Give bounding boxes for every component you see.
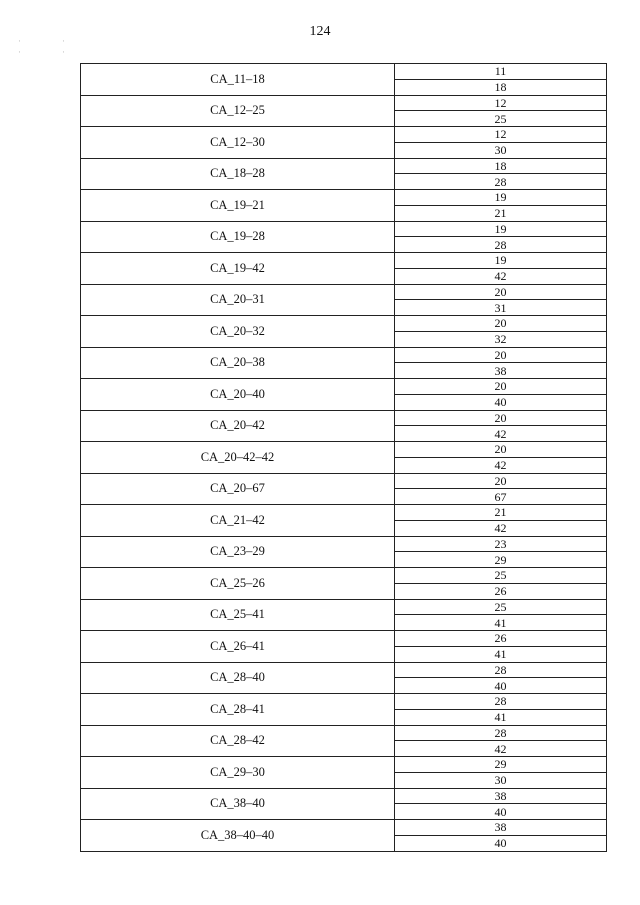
band-number: 20 bbox=[494, 442, 507, 457]
table-row bbox=[80, 473, 607, 505]
table-row bbox=[80, 693, 607, 725]
band-list bbox=[395, 253, 607, 284]
combination-name: CA_38–40 bbox=[80, 789, 395, 820]
band-number: 20 bbox=[494, 379, 507, 394]
combination-name: CA_20–40 bbox=[80, 379, 395, 410]
combination-name: CA_20–38 bbox=[80, 348, 395, 379]
band-number: 18 bbox=[494, 158, 507, 173]
combination-name: CA_12–25 bbox=[80, 96, 395, 127]
band-number: 11 bbox=[494, 64, 507, 79]
combination-name: CA_19–21 bbox=[80, 190, 395, 221]
band-number: 41 bbox=[395, 709, 606, 725]
table-row bbox=[80, 662, 607, 694]
band-number: 19 bbox=[494, 253, 507, 268]
band-number: 30 bbox=[395, 772, 606, 788]
band-number: 18 bbox=[395, 79, 606, 95]
band-number: 38 bbox=[494, 820, 507, 835]
band-list bbox=[395, 127, 607, 158]
band-list bbox=[395, 285, 607, 316]
band-number: 19 bbox=[494, 190, 507, 205]
band-number: 32 bbox=[395, 331, 606, 347]
band-number: 21 bbox=[494, 505, 507, 520]
combination-name: CA_11–18 bbox=[80, 64, 395, 95]
table-row bbox=[80, 158, 607, 190]
band-list bbox=[395, 159, 607, 190]
combination-name: CA_20–32 bbox=[80, 316, 395, 347]
combination-name: CA_28–41 bbox=[80, 694, 395, 725]
band-number: 26 bbox=[395, 583, 606, 599]
combination-name: CA_20–42–42 bbox=[80, 442, 395, 473]
band-number: 38 bbox=[494, 788, 507, 803]
band-number: 28 bbox=[395, 236, 606, 252]
table-row bbox=[80, 410, 607, 442]
table-row bbox=[80, 126, 607, 158]
band-number: 41 bbox=[395, 646, 606, 662]
band-number: 28 bbox=[494, 694, 507, 709]
band-number: 29 bbox=[395, 551, 606, 567]
band-list bbox=[395, 411, 607, 442]
table-row bbox=[80, 315, 607, 347]
table-row bbox=[80, 725, 607, 757]
band-number: 21 bbox=[395, 205, 606, 221]
band-list bbox=[395, 631, 607, 662]
combination-name: CA_19–42 bbox=[80, 253, 395, 284]
band-number: 28 bbox=[395, 173, 606, 189]
band-list bbox=[395, 789, 607, 820]
band-list bbox=[395, 442, 607, 473]
combination-name: CA_25–26 bbox=[80, 568, 395, 599]
band-number: 25 bbox=[494, 568, 507, 583]
band-list bbox=[395, 316, 607, 347]
table-row bbox=[80, 63, 607, 95]
combination-name: CA_23–29 bbox=[80, 537, 395, 568]
page-number: 124 bbox=[309, 24, 331, 39]
band-list bbox=[395, 757, 607, 788]
band-number: 42 bbox=[395, 740, 606, 756]
combination-name: CA_25–41 bbox=[80, 600, 395, 631]
band-number: 20 bbox=[494, 347, 507, 362]
band-list bbox=[395, 505, 607, 536]
band-number: 20 bbox=[494, 316, 507, 331]
band-number: 42 bbox=[395, 268, 606, 284]
table-row bbox=[80, 347, 607, 379]
table-row bbox=[80, 599, 607, 631]
band-list bbox=[395, 663, 607, 694]
band-number: 42 bbox=[395, 457, 606, 473]
band-list bbox=[395, 348, 607, 379]
table-row bbox=[80, 252, 607, 284]
table-row bbox=[80, 630, 607, 662]
band-number: 20 bbox=[494, 284, 507, 299]
combination-name: CA_21–42 bbox=[80, 505, 395, 536]
combination-name: CA_28–42 bbox=[80, 726, 395, 757]
combination-name: CA_20–31 bbox=[80, 285, 395, 316]
band-list bbox=[395, 600, 607, 631]
combination-name: CA_19–28 bbox=[80, 222, 395, 253]
band-list bbox=[395, 96, 607, 127]
band-number: 20 bbox=[494, 473, 507, 488]
band-number: 40 bbox=[395, 677, 606, 693]
band-number: 19 bbox=[494, 221, 507, 236]
band-number: 42 bbox=[395, 520, 606, 536]
table-row bbox=[80, 441, 607, 473]
band-number: 28 bbox=[494, 662, 507, 677]
band-number: 40 bbox=[395, 394, 606, 410]
scan-speck: · · bbox=[18, 36, 21, 57]
band-number: 38 bbox=[395, 362, 606, 378]
table-row bbox=[80, 819, 607, 852]
band-number: 25 bbox=[395, 110, 606, 126]
band-number: 25 bbox=[494, 599, 507, 614]
combination-name: CA_18–28 bbox=[80, 159, 395, 190]
band-number: 42 bbox=[395, 425, 606, 441]
table-row bbox=[80, 788, 607, 820]
band-number: 23 bbox=[494, 536, 507, 551]
scan-speck: · · bbox=[62, 36, 65, 57]
band-list bbox=[395, 64, 607, 95]
band-list bbox=[395, 537, 607, 568]
combination-name: CA_20–42 bbox=[80, 411, 395, 442]
combination-name: CA_29–30 bbox=[80, 757, 395, 788]
band-list bbox=[395, 474, 607, 505]
band-number: 30 bbox=[395, 142, 606, 158]
table-row bbox=[80, 284, 607, 316]
table-row bbox=[80, 189, 607, 221]
combination-name: CA_38–40–40 bbox=[80, 820, 395, 851]
band-list bbox=[395, 726, 607, 757]
band-list bbox=[395, 379, 607, 410]
band-number: 26 bbox=[494, 631, 507, 646]
table-row bbox=[80, 567, 607, 599]
band-number: 40 bbox=[395, 835, 606, 851]
band-number: 29 bbox=[494, 757, 507, 772]
combination-name: CA_26–41 bbox=[80, 631, 395, 662]
table-row bbox=[80, 756, 607, 788]
band-number: 31 bbox=[395, 299, 606, 315]
band-number: 28 bbox=[494, 725, 507, 740]
band-number: 20 bbox=[494, 410, 507, 425]
band-list bbox=[395, 820, 607, 851]
band-list bbox=[395, 222, 607, 253]
combination-name: CA_20–67 bbox=[80, 474, 395, 505]
combination-name: CA_28–40 bbox=[80, 663, 395, 694]
combination-name: CA_12–30 bbox=[80, 127, 395, 158]
table-row bbox=[80, 378, 607, 410]
band-number: 40 bbox=[395, 803, 606, 819]
table-row bbox=[80, 221, 607, 253]
table-row bbox=[80, 95, 607, 127]
band-list bbox=[395, 694, 607, 725]
band-list bbox=[395, 190, 607, 221]
band-number: 12 bbox=[494, 127, 507, 142]
band-list bbox=[395, 568, 607, 599]
band-combination-table bbox=[80, 63, 607, 852]
table-row bbox=[80, 504, 607, 536]
table-row bbox=[80, 536, 607, 568]
band-number: 41 bbox=[395, 614, 606, 630]
band-number: 12 bbox=[494, 95, 507, 110]
band-number: 67 bbox=[395, 488, 606, 504]
